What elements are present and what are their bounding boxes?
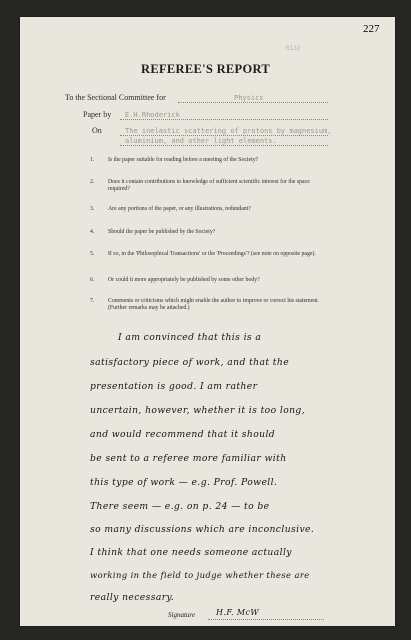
question-5 bbox=[90, 251, 330, 258]
handwritten-line-9: so many discussions which are inconclusive. bbox=[90, 524, 315, 535]
question-number: 1. bbox=[90, 157, 95, 163]
referee-report-page bbox=[20, 17, 395, 626]
question-number: 2. bbox=[90, 179, 95, 185]
question-text: Should the paper be published by the Society? bbox=[108, 229, 216, 235]
author-value: E.H.Rhoderick bbox=[125, 111, 180, 119]
title-label: On bbox=[92, 126, 102, 135]
signature-value: H.F. McW bbox=[216, 608, 260, 617]
committee-value: Physics bbox=[234, 94, 264, 102]
question-text: Is the paper suitable for reading before a meeting of the Society? bbox=[108, 157, 259, 163]
handwritten-line-6: be sent to a referee more familiar with bbox=[90, 453, 287, 464]
question-2 bbox=[90, 179, 330, 193]
handwritten-line-5: and would recommend that it should bbox=[90, 429, 276, 440]
handwritten-line-11: working in the field to judge whether these are bbox=[90, 570, 310, 580]
question-text: Comments or criticisms which might enable the author to improve or correct his statement. (Further remarks may be attached.) bbox=[108, 298, 320, 311]
handwritten-line-1: I am convinced that this is a bbox=[118, 332, 262, 343]
question-3 bbox=[90, 206, 330, 213]
question-4 bbox=[90, 229, 330, 236]
report-title: REFEREE'S REPORT bbox=[141, 62, 271, 76]
handwritten-line-7: this type of work — e.g. Prof. Powell. bbox=[90, 477, 278, 488]
question-text: Does it contain contributions to knowledge of sufficient scientific interest for the space required? bbox=[108, 179, 310, 192]
question-number: 3. bbox=[90, 206, 95, 212]
committee-label: To the Sectional Committee for bbox=[65, 93, 166, 102]
question-1 bbox=[90, 157, 330, 164]
question-6 bbox=[90, 277, 330, 284]
handwritten-line-4: uncertain, however, whether it is too long, bbox=[90, 405, 306, 416]
title-line-1 bbox=[120, 135, 328, 136]
signature-label: Signature bbox=[168, 611, 195, 619]
author-label: Paper by bbox=[83, 110, 112, 119]
page-number: 227 bbox=[363, 23, 380, 35]
question-number: 5. bbox=[90, 251, 95, 257]
question-number: 7. bbox=[90, 298, 95, 304]
handwritten-line-2: satisfactory piece of work, and that the bbox=[90, 357, 290, 368]
handwritten-line-3: presentation is good. I am rather bbox=[90, 381, 258, 392]
author-line bbox=[120, 119, 328, 120]
paper-title-line-2: aluminium, and other light elements. bbox=[125, 137, 277, 145]
signature-line bbox=[208, 619, 324, 620]
title-line-2 bbox=[120, 145, 328, 146]
question-text: Or could it more appropriately be published by some other body? bbox=[108, 277, 260, 283]
question-7 bbox=[90, 298, 330, 312]
paper-title-line-1: The inelastic scattering of protons by magnesium, bbox=[125, 127, 332, 135]
handwritten-line-10: I think that one needs someone actually bbox=[90, 547, 292, 558]
question-number: 4. bbox=[90, 229, 95, 235]
handwritten-line-8: There seem — e.g. on p. 24 — to be bbox=[90, 501, 270, 512]
question-text: Are any portions of the paper, or any illustrations, redundant? bbox=[108, 206, 251, 212]
committee-line bbox=[178, 102, 328, 103]
handwritten-line-12: really necessary. bbox=[90, 592, 175, 603]
question-number: 6. bbox=[90, 277, 95, 283]
reference-number: R132 bbox=[286, 45, 301, 52]
question-text: If so, in the 'Philosophical Transactions' or the 'Proceedings'? (see note on opposite page). bbox=[108, 251, 316, 257]
